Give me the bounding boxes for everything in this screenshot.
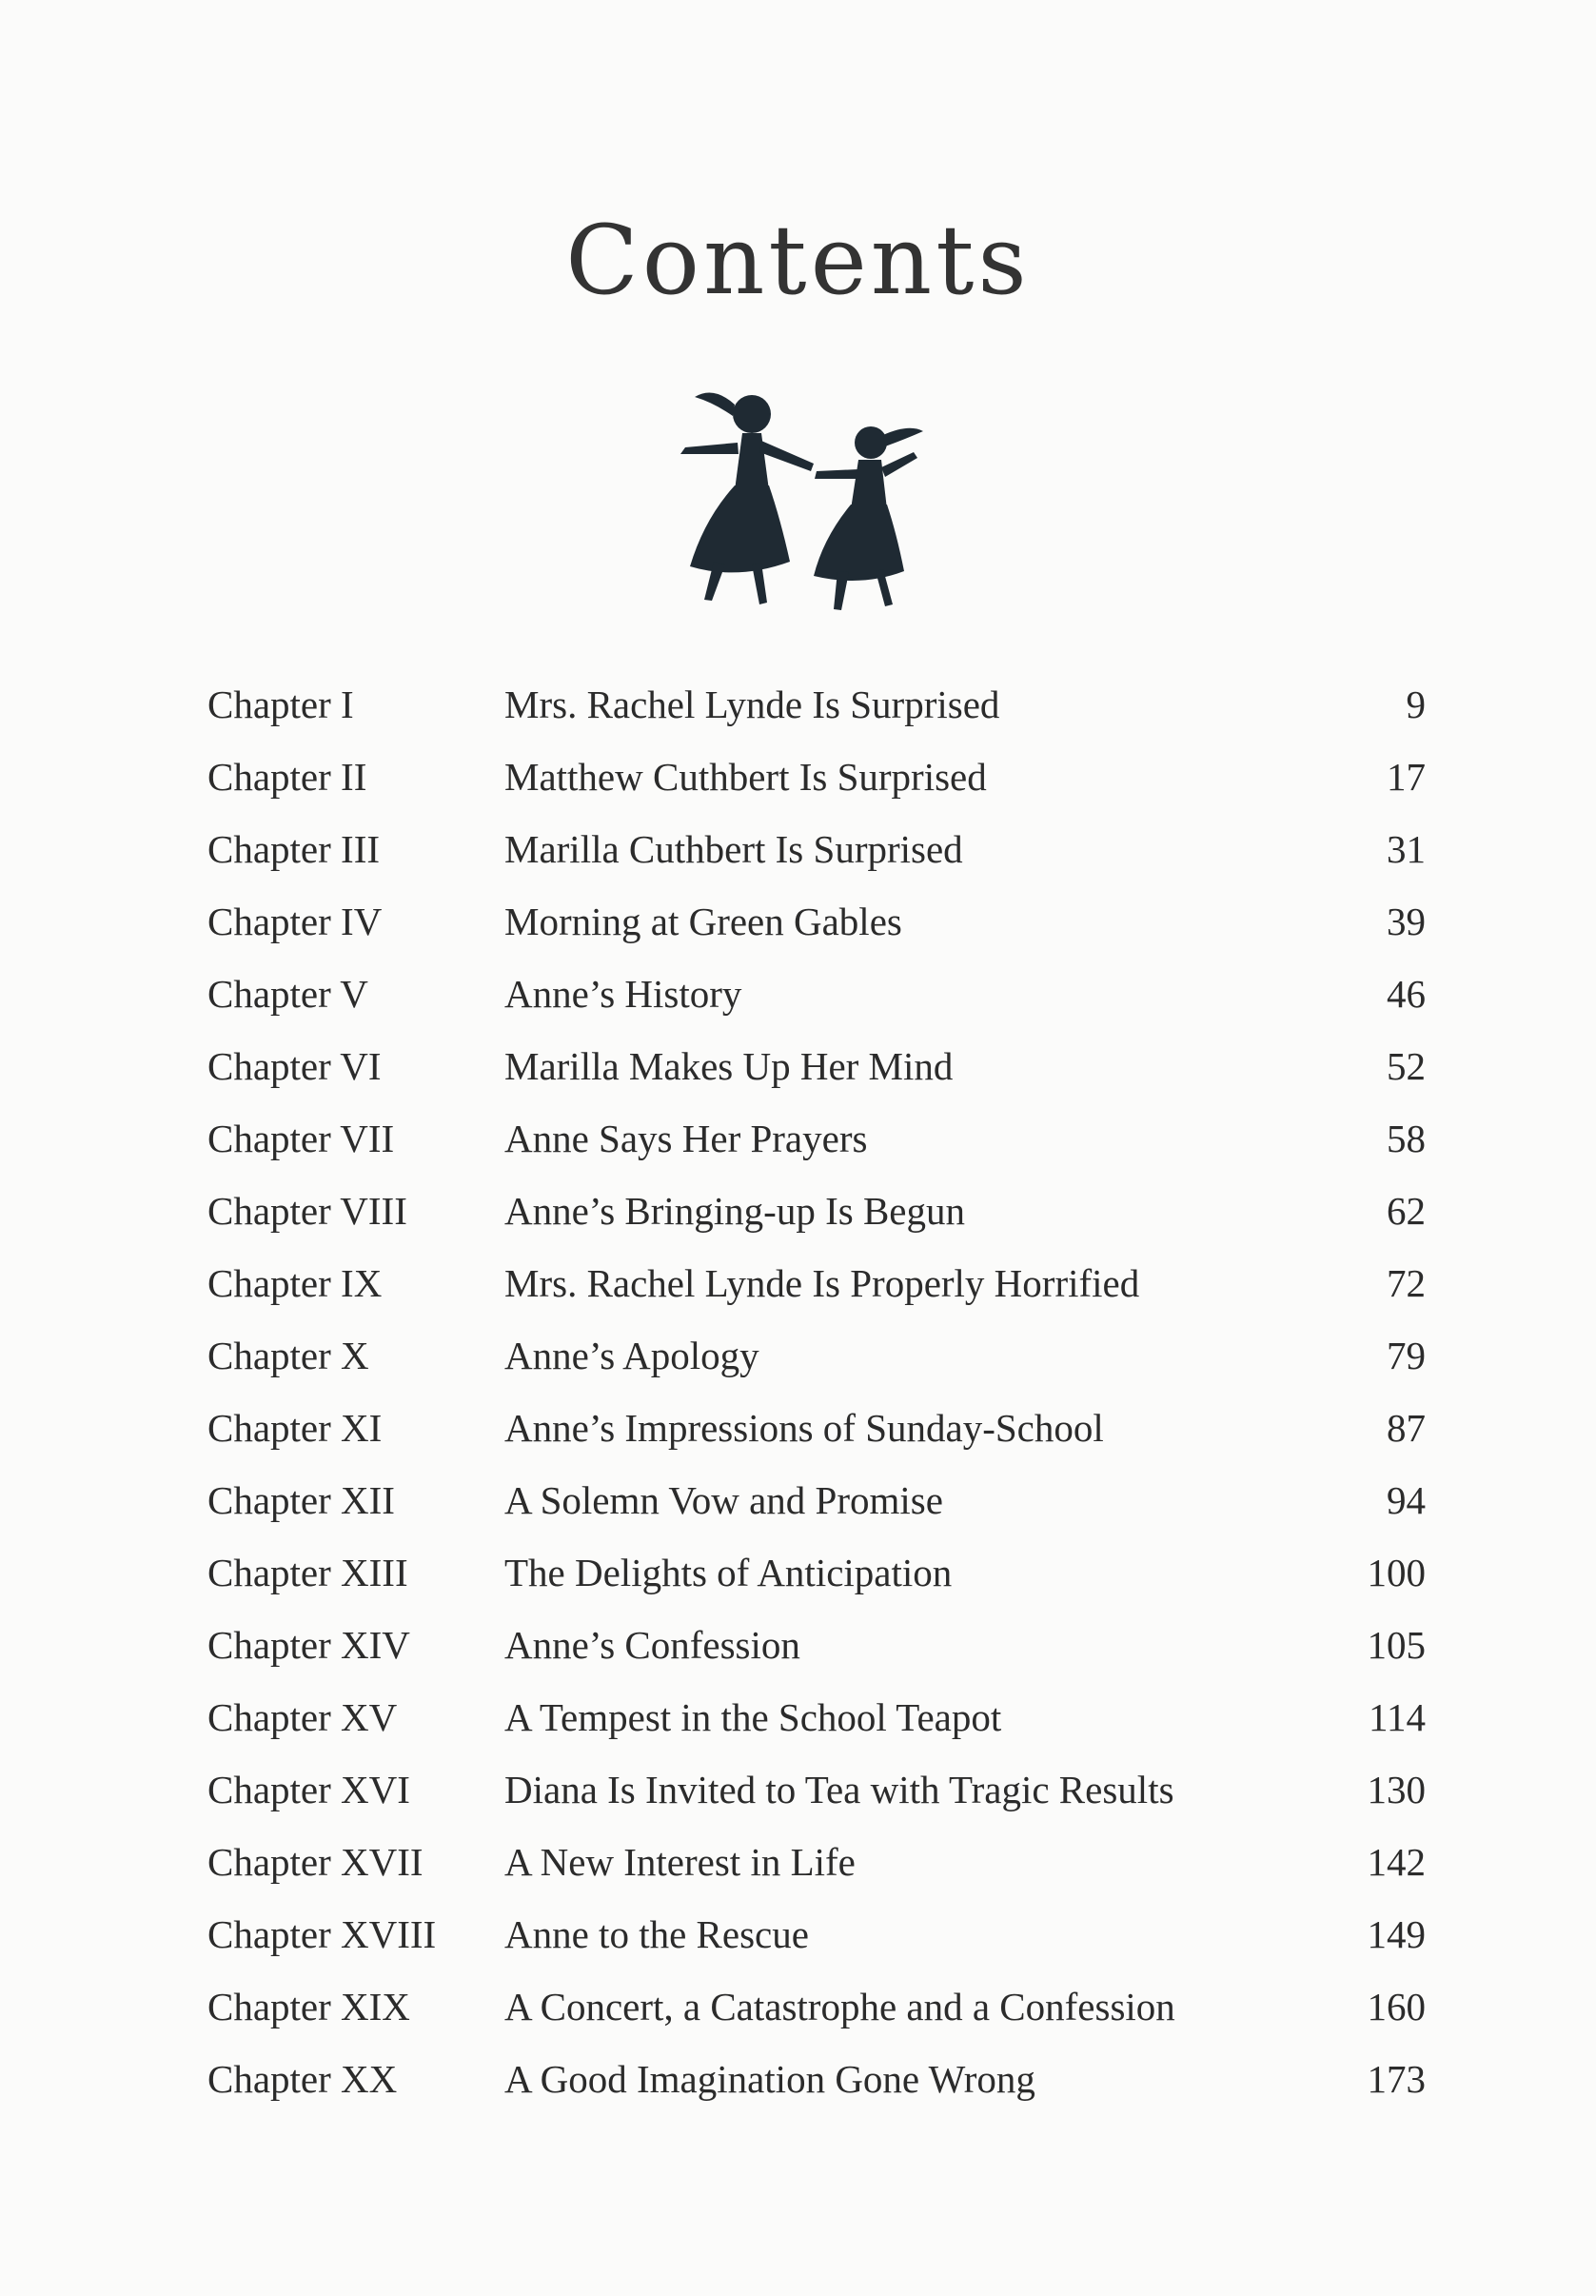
chapter-number: Chapter IX bbox=[207, 1261, 383, 1305]
toc-row bbox=[207, 813, 1435, 885]
chapter-title: A New Interest in Life bbox=[504, 1840, 856, 1884]
toc-row bbox=[207, 1175, 1435, 1247]
chapter-title: A Concert, a Catastrophe and a Confession bbox=[504, 1985, 1175, 2029]
chapter-page-number: 17 bbox=[1387, 755, 1426, 799]
chapter-title: A Tempest in the School Teapot bbox=[504, 1695, 1002, 1739]
chapter-page-number: 62 bbox=[1387, 1189, 1426, 1233]
toc-row bbox=[207, 1464, 1435, 1536]
chapter-title: Morning at Green Gables bbox=[504, 900, 902, 943]
chapter-page-number: 72 bbox=[1387, 1261, 1426, 1305]
chapter-page-number: 142 bbox=[1367, 1840, 1426, 1884]
chapter-title: Anne’s Bringing-up Is Begun bbox=[504, 1189, 965, 1233]
chapter-title: Anne to the Rescue bbox=[504, 1912, 809, 1956]
chapter-title: Marilla Makes Up Her Mind bbox=[504, 1044, 954, 1088]
chapter-title: Mrs. Rachel Lynde Is Surprised bbox=[504, 683, 1000, 726]
toc-row bbox=[207, 1392, 1435, 1464]
chapter-page-number: 149 bbox=[1367, 1912, 1426, 1956]
chapter-page-number: 31 bbox=[1387, 827, 1426, 871]
toc-row bbox=[207, 885, 1435, 958]
chapter-number: Chapter XV bbox=[207, 1695, 398, 1739]
chapter-page-number: 160 bbox=[1367, 1985, 1426, 2029]
chapter-number: Chapter VI bbox=[207, 1044, 382, 1088]
chapter-number: Chapter IV bbox=[207, 900, 383, 943]
chapter-page-number: 173 bbox=[1367, 2057, 1426, 2101]
toc-row bbox=[207, 1753, 1435, 1826]
chapter-title: Matthew Cuthbert Is Surprised bbox=[504, 755, 987, 799]
chapter-page-number: 39 bbox=[1387, 900, 1426, 943]
chapter-number: Chapter XVIII bbox=[207, 1912, 437, 1956]
chapter-page-number: 46 bbox=[1387, 972, 1426, 1016]
chapter-page-number: 94 bbox=[1387, 1478, 1426, 1522]
chapter-title: A Solemn Vow and Promise bbox=[504, 1478, 943, 1522]
toc-row bbox=[207, 2043, 1435, 2115]
table-of-contents bbox=[207, 668, 1435, 2115]
toc-row bbox=[207, 1536, 1435, 1609]
toc-row bbox=[207, 958, 1435, 1030]
chapter-page-number: 52 bbox=[1387, 1044, 1426, 1088]
chapter-number: Chapter XIV bbox=[207, 1623, 410, 1667]
chapter-title: Anne’s Confession bbox=[504, 1623, 800, 1667]
chapter-page-number: 114 bbox=[1369, 1695, 1426, 1739]
toc-row bbox=[207, 1970, 1435, 2043]
page-title: Contents bbox=[565, 205, 1031, 316]
chapter-title: Anne Says Her Prayers bbox=[504, 1117, 868, 1160]
chapter-page-number: 58 bbox=[1387, 1117, 1426, 1160]
chapter-number: Chapter XVII bbox=[207, 1840, 424, 1884]
toc-row bbox=[207, 1681, 1435, 1753]
toc-row bbox=[207, 741, 1435, 813]
chapter-page-number: 9 bbox=[1406, 683, 1426, 726]
toc-row bbox=[207, 1319, 1435, 1392]
chapter-number: Chapter II bbox=[207, 755, 367, 799]
chapter-number: Chapter XX bbox=[207, 2057, 398, 2101]
chapter-page-number: 105 bbox=[1367, 1623, 1426, 1667]
chapter-number: Chapter XI bbox=[207, 1406, 383, 1450]
chapter-title: A Good Imagination Gone Wrong bbox=[504, 2057, 1035, 2101]
chapter-number: Chapter V bbox=[207, 972, 368, 1016]
chapter-number: Chapter VII bbox=[207, 1117, 395, 1160]
chapter-title: The Delights of Anticipation bbox=[504, 1551, 953, 1594]
chapter-number: Chapter III bbox=[207, 827, 380, 871]
toc-row bbox=[207, 1826, 1435, 1898]
toc-row bbox=[207, 1898, 1435, 1970]
dancing-girls-silhouette-icon bbox=[647, 376, 971, 623]
chapter-title: Anne’s Apology bbox=[504, 1334, 759, 1377]
chapter-number: Chapter XIII bbox=[207, 1551, 408, 1594]
chapter-title: Anne’s Impressions of Sunday-School bbox=[504, 1406, 1104, 1450]
chapter-title: Anne’s History bbox=[504, 972, 742, 1016]
toc-row bbox=[207, 668, 1435, 741]
chapter-title: Diana Is Invited to Tea with Tragic Results bbox=[504, 1768, 1174, 1811]
chapter-title: Marilla Cuthbert Is Surprised bbox=[504, 827, 963, 871]
chapter-page-number: 79 bbox=[1387, 1334, 1426, 1377]
toc-row bbox=[207, 1609, 1435, 1681]
chapter-page-number: 87 bbox=[1387, 1406, 1426, 1450]
chapter-number: Chapter XVI bbox=[207, 1768, 410, 1811]
chapter-page-number: 130 bbox=[1367, 1768, 1426, 1811]
chapter-number: Chapter VIII bbox=[207, 1189, 407, 1233]
chapter-title: Mrs. Rachel Lynde Is Properly Horrified bbox=[504, 1261, 1140, 1305]
chapter-number: Chapter XIX bbox=[207, 1985, 410, 2029]
toc-row bbox=[207, 1102, 1435, 1175]
chapter-number: Chapter XII bbox=[207, 1478, 395, 1522]
chapter-number: Chapter X bbox=[207, 1334, 369, 1377]
chapter-number: Chapter I bbox=[207, 683, 354, 726]
toc-row bbox=[207, 1030, 1435, 1102]
chapter-page-number: 100 bbox=[1367, 1551, 1426, 1594]
toc-row bbox=[207, 1247, 1435, 1319]
